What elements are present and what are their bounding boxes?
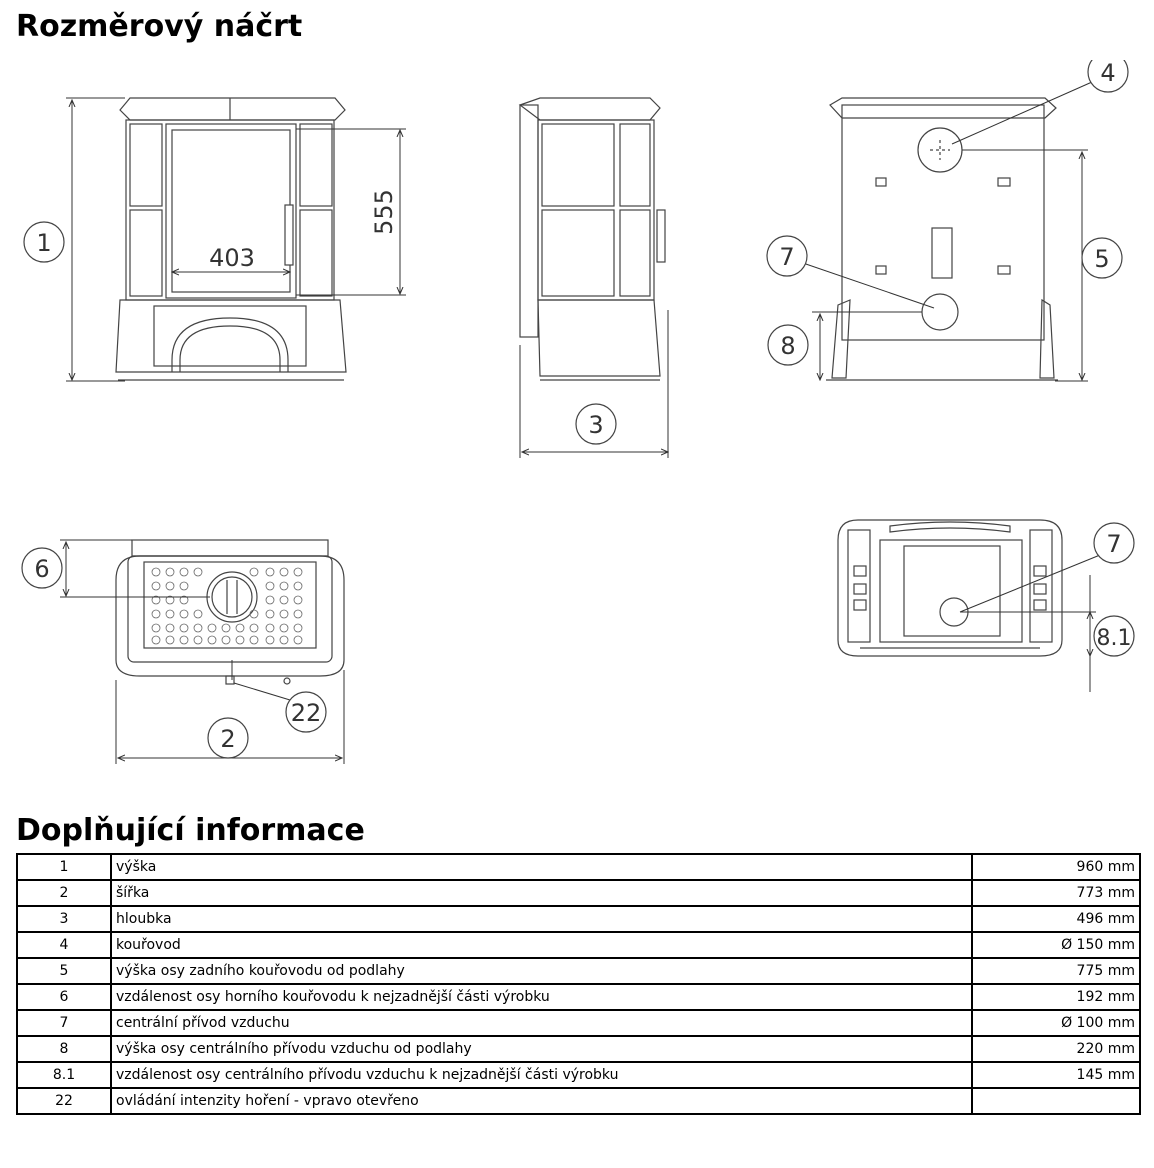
spec-value-cell: 220 mm	[972, 1036, 1140, 1062]
section-title-additional-info: Doplňující informace	[16, 813, 365, 848]
spec-label-cell: ovládání intenzity hoření - vpravo otevřeno	[111, 1088, 972, 1114]
section-title-dimension-sketch: Rozměrový náčrt	[16, 9, 303, 44]
top-view	[116, 540, 344, 684]
spec-value-cell: 145 mm	[972, 1062, 1140, 1088]
back-view	[826, 98, 1058, 380]
dimension-drawing	[0, 60, 1154, 780]
svg-text:3: 3	[588, 411, 604, 439]
spec-id-cell: 8.1	[17, 1062, 111, 1088]
front-dimensions	[66, 98, 406, 381]
callout-6	[22, 548, 62, 588]
spec-label-cell: vzdálenost osy horního kouřovodu k nejzadnější části výrobku	[111, 984, 972, 1010]
spec-value-cell: Ø 100 mm	[972, 1010, 1140, 1036]
spec-label-cell: výška osy centrálního přívodu vzduchu od podlahy	[111, 1036, 972, 1062]
spec-label-cell: výška osy zadního kouřovodu od podlahy	[111, 958, 972, 984]
svg-text:8.1: 8.1	[1096, 626, 1132, 651]
spec-value-cell: 960 mm	[972, 854, 1140, 880]
svg-text:5: 5	[1094, 245, 1110, 273]
svg-text:4: 4	[1100, 60, 1116, 87]
svg-text:7: 7	[1106, 530, 1122, 558]
table-row	[17, 1010, 1140, 1036]
table-row	[17, 958, 1140, 984]
spec-id-cell: 8	[17, 1036, 111, 1062]
spec-label-cell: kouřovod	[111, 932, 972, 958]
spec-id-cell: 5	[17, 958, 111, 984]
callout-5	[1082, 238, 1122, 278]
callout-8	[768, 325, 808, 365]
spec-label-cell: hloubka	[111, 906, 972, 932]
spec-value-cell: Ø 150 mm	[972, 932, 1140, 958]
spec-id-cell: 3	[17, 906, 111, 932]
callout-8-1	[1094, 616, 1134, 656]
spec-value-cell: 192 mm	[972, 984, 1140, 1010]
specs-table	[16, 853, 1141, 1115]
svg-text:22: 22	[290, 699, 322, 727]
spec-value-cell: 773 mm	[972, 880, 1140, 906]
spec-id-cell: 2	[17, 880, 111, 906]
spec-label-cell: centrální přívod vzduchu	[111, 1010, 972, 1036]
callout-22	[286, 692, 326, 732]
callout-3	[576, 404, 616, 444]
callout-7-bottom	[1094, 523, 1134, 563]
table-row	[17, 984, 1140, 1010]
callout-7-back	[767, 236, 807, 276]
svg-text:8: 8	[780, 332, 796, 360]
table-row	[17, 880, 1140, 906]
svg-text:6: 6	[34, 555, 50, 583]
callout-4	[1088, 60, 1128, 92]
svg-text:7: 7	[779, 243, 795, 271]
spec-id-cell: 4	[17, 932, 111, 958]
front-view	[116, 98, 346, 380]
table-row	[17, 1036, 1140, 1062]
table-row	[17, 932, 1140, 958]
callout-2	[208, 718, 248, 758]
table-row	[17, 906, 1140, 932]
svg-text:2: 2	[220, 725, 236, 753]
spec-label-cell: vzdálenost osy centrálního přívodu vzduchu k nejzadnější části výrobku	[111, 1062, 972, 1088]
spec-label-cell: šířka	[111, 880, 972, 906]
spec-value-cell	[972, 1088, 1140, 1114]
spec-id-cell: 6	[17, 984, 111, 1010]
spec-id-cell: 1	[17, 854, 111, 880]
side-view	[520, 98, 665, 380]
spec-id-cell: 7	[17, 1010, 111, 1036]
svg-text:1: 1	[36, 229, 52, 257]
front-width-dimension: 403	[209, 244, 255, 272]
bottom-view	[838, 520, 1062, 656]
spec-value-cell: 775 mm	[972, 958, 1140, 984]
spec-label-cell: výška	[111, 854, 972, 880]
spec-id-cell: 22	[17, 1088, 111, 1114]
spec-value-cell: 496 mm	[972, 906, 1140, 932]
bottom-dimensions	[960, 575, 1096, 692]
table-row	[17, 1062, 1140, 1088]
back-dimensions	[812, 142, 1088, 381]
table-row	[17, 854, 1140, 880]
front-height-dimension: 555	[370, 189, 398, 235]
callout-leaders	[234, 82, 1100, 700]
table-row	[17, 1088, 1140, 1114]
callout-1	[24, 222, 64, 262]
